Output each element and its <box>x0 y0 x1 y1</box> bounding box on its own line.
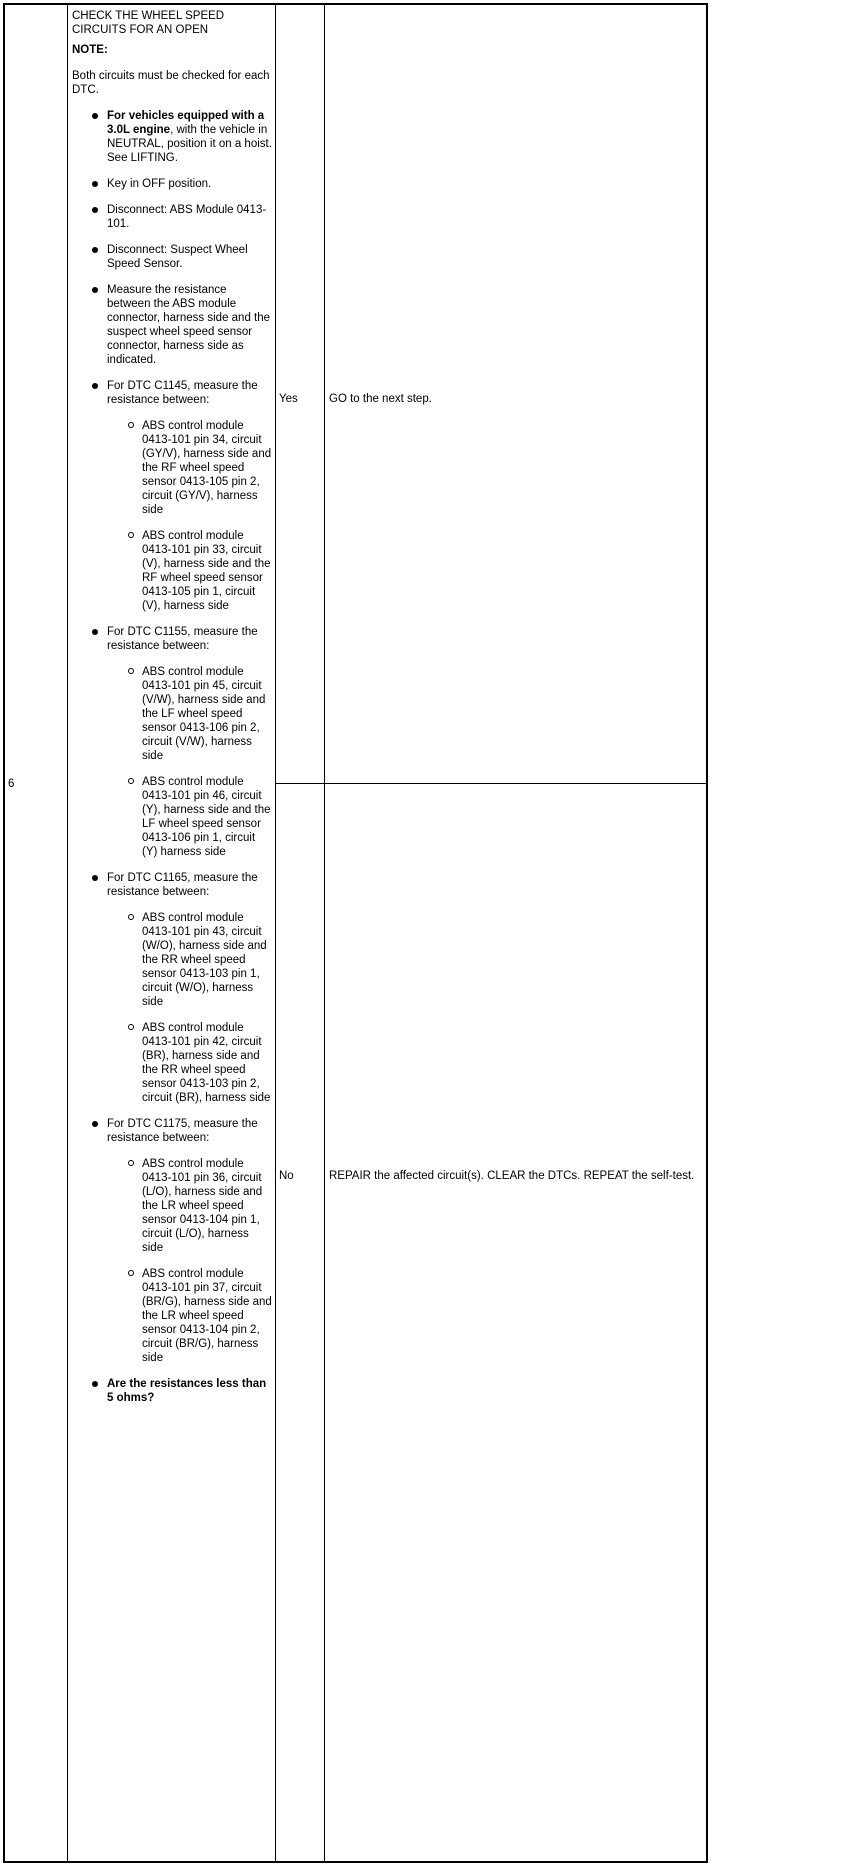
measurement-item: ABS control module 0413-101 pin 46, circuit (Y), harness side and the LF wheel speed sensor 0413-106 pin 1, circuit (Y) harness side <box>107 775 272 859</box>
measurement-item: ABS control module 0413-101 pin 34, circuit (GY/V), harness side and the RF wheel speed sensor 0413-105 pin 2, circuit (GY/V), harness side <box>107 419 272 517</box>
procedure-item-text: Disconnect: ABS Module 0413-101. <box>107 204 267 230</box>
procedure-item-text: Key in OFF position. <box>107 178 212 190</box>
measurement-item: ABS control module 0413-101 pin 43, circuit (W/O), harness side and the RR wheel speed sensor 0413-103 pin 1, circuit (W/O), harness side <box>107 911 272 1009</box>
procedure-item-text: For DTC C1145, measure the resistance between: <box>107 380 258 406</box>
procedure-item <box>72 379 272 613</box>
result-answer-no: No <box>279 1170 294 1182</box>
step-number: 6 <box>8 778 15 790</box>
measurement-item: ABS control module 0413-101 pin 42, circuit (BR), harness side and the RR wheel speed sensor 0413-103 pin 2, circuit (BR), harness side <box>107 1021 272 1105</box>
procedure-item <box>72 1117 272 1365</box>
procedure-item <box>72 1377 272 1405</box>
procedure-item-text: Disconnect: Suspect Wheel Speed Sensor. <box>107 244 248 270</box>
column-divider <box>275 5 276 1861</box>
procedure-item-text: For DTC C1165, measure the resistance between: <box>107 872 258 898</box>
row-divider <box>275 783 706 784</box>
procedure-item <box>72 177 272 191</box>
diagnostic-step-table <box>3 3 708 1863</box>
measurement-item: ABS control module 0413-101 pin 37, circuit (BR/G), harness side and the LR wheel speed sensor 0413-104 pin 2, circuit (BR/G), harness side <box>107 1267 272 1365</box>
column-divider <box>324 5 325 1861</box>
result-action-yes: GO to the next step. <box>329 393 432 405</box>
procedure-item-text: , with the vehicle in NEUTRAL, position it on a hoist. See LIFTING. <box>107 124 272 164</box>
procedure-list <box>72 109 272 1405</box>
measurement-sublist <box>107 911 272 1105</box>
procedure-item <box>72 625 272 859</box>
procedure-item <box>72 109 272 165</box>
measurement-item: ABS control module 0413-101 pin 33, circuit (V), harness side and the RF wheel speed sensor 0413-105 pin 1, circuit (V), harness side <box>107 529 272 613</box>
procedure-item-text: For DTC C1155, measure the resistance between: <box>107 626 258 652</box>
procedure-item-bold-text: For vehicles equipped with a 3.0L engine <box>107 110 265 136</box>
note-label: NOTE: <box>72 44 108 56</box>
measurement-sublist <box>107 419 272 613</box>
procedure-item <box>72 243 272 271</box>
result-action-no: REPAIR the affected circuit(s). CLEAR the DTCs. REPEAT the self-test. <box>329 1170 695 1182</box>
measurement-sublist <box>107 665 272 859</box>
step-title: CHECK THE WHEEL SPEED CIRCUITS FOR AN OPEN <box>72 10 225 36</box>
procedure-item <box>72 283 272 367</box>
measurement-item: ABS control module 0413-101 pin 36, circuit (L/O), harness side and the LR wheel speed sensor 0413-104 pin 1, circuit (L/O), harness side <box>107 1157 272 1255</box>
measurement-sublist <box>107 1157 272 1365</box>
note-text: Both circuits must be checked for each DTC. <box>72 70 270 96</box>
procedure-item-bold-text: Are the resistances less than 5 ohms? <box>107 1378 267 1404</box>
procedure-item-text: For DTC C1175, measure the resistance between: <box>107 1118 258 1144</box>
column-divider <box>67 5 68 1861</box>
measurement-item: ABS control module 0413-101 pin 45, circuit (V/W), harness side and the LF wheel speed sensor 0413-106 pin 2, circuit (V/W), harness side <box>107 665 272 763</box>
procedure-item-text: Measure the resistance between the ABS module connector, harness side and the suspect wheel speed sensor connector, harness side as indicated. <box>107 284 271 366</box>
procedure-item <box>72 203 272 231</box>
test-step-cell <box>72 9 272 1417</box>
procedure-item <box>72 871 272 1105</box>
result-answer-yes: Yes <box>279 393 298 405</box>
